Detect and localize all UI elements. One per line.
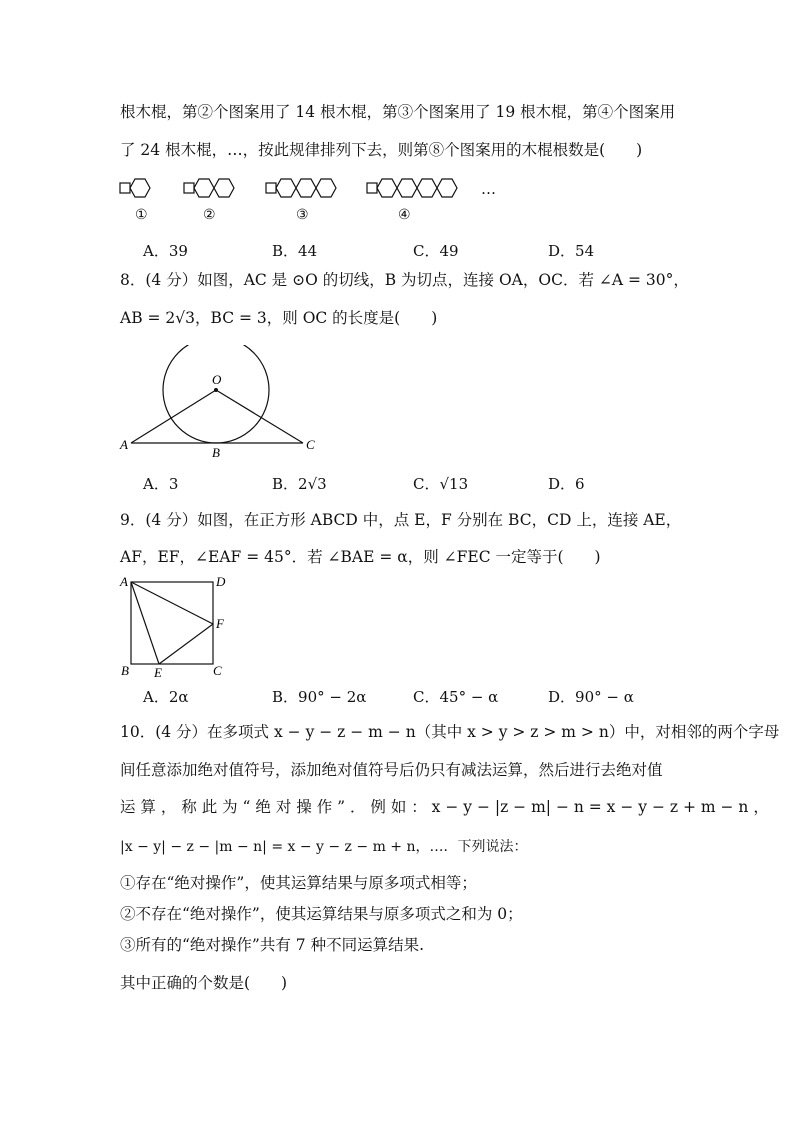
pattern-label-3: ③ — [296, 207, 309, 223]
label-c: C — [306, 437, 315, 452]
label-a: A — [120, 437, 128, 452]
q9-option-b: B．90° − 2α — [272, 688, 367, 706]
q7-text-line-1: 根木棍，第②个图案用了 14 根木棍，第③个图案用了 19 根木棍，第④个图案用 — [120, 103, 676, 121]
square-figure — [115, 572, 240, 682]
q10-text-line-2: 间任意添加绝对值符号，添加绝对值符号后仍只有减法运算，然后进行去绝对值 — [120, 761, 663, 779]
q10-statement-3: ③所有的“绝对操作”共有 7 种不同运算结果. — [120, 936, 424, 954]
q8-option-b: B．2√3 — [272, 475, 327, 493]
q9-option-a: A．2α — [143, 688, 189, 706]
pattern-label-1: ① — [135, 207, 148, 223]
q9-text-line-1: 9．(4 分）如图，在正方形 ABCD 中，点 E，F 分别在 BC，CD 上，连接 AE， — [120, 511, 682, 529]
q10-question: 其中正确的个数是( ) — [120, 974, 288, 992]
q7-option-a: A．39 — [143, 242, 188, 260]
label-a: A — [120, 574, 128, 589]
q10-text-line-3: 运 算 ， 称 此 为 “ 绝 对 操 作 ” ． 例 如 ： x − y − |z − m| − n = x − y − z + m − n ， — [120, 798, 769, 816]
q7-option-c: C．49 — [413, 242, 459, 260]
circle-tangent-figure — [115, 345, 325, 460]
q8-text-line-1: 8．(4 分）如图，AC 是 ⊙O 的切线，B 为切点，连接 OA，OC．若 ∠A = 30°， — [120, 271, 689, 289]
q9-option-d: D．90° − α — [548, 688, 634, 706]
pattern-label-2: ② — [203, 207, 216, 223]
label-b: B — [121, 663, 129, 678]
q10-statement-1: ①存在“绝对操作”，使其运算结果与原多项式相等； — [120, 874, 477, 892]
q10-text-line-4: |x − y| − z − |m − n| = x − y − z − m + n，…．下列说法： — [120, 839, 528, 855]
q8-option-d: D．6 — [548, 475, 585, 493]
q8-option-a: A．3 — [143, 475, 179, 493]
pattern-label-4: ④ — [398, 207, 411, 223]
q8-text-line-2: AB = 2√3，BC = 3，则 OC 的长度是( ) — [120, 309, 438, 327]
q10-statement-2: ②不存在“绝对操作”，使其运算结果与原多项式之和为 0； — [120, 905, 523, 923]
label-c: C — [213, 663, 222, 678]
label-f: F — [216, 616, 224, 631]
label-d: D — [216, 574, 226, 589]
q9-option-c: C．45° − α — [413, 688, 499, 706]
q8-option-c: C．√13 — [413, 475, 469, 493]
label-o: O — [212, 372, 222, 387]
q9-text-line-2: AF，EF，∠EAF = 45°．若 ∠BAE = α，则 ∠FEC 一定等于( ) — [120, 548, 601, 566]
q7-text-line-2: 了 24 根木棍，…，按此规律排列下去，则第⑧个图案用的木棍根数是( ) — [120, 141, 643, 159]
label-b: B — [212, 445, 220, 460]
label-e: E — [154, 665, 162, 680]
q7-option-d: D．54 — [548, 242, 595, 260]
q7-option-b: B．44 — [272, 242, 318, 260]
q10-text-line-1: 10．(4 分）在多项式 x − y − z − m − n（其中 x > y > z > m > n）中，对相邻的两个字母 — [120, 723, 780, 741]
pattern-ellipsis: … — [481, 180, 496, 198]
stick-pattern-figure — [118, 176, 468, 206]
